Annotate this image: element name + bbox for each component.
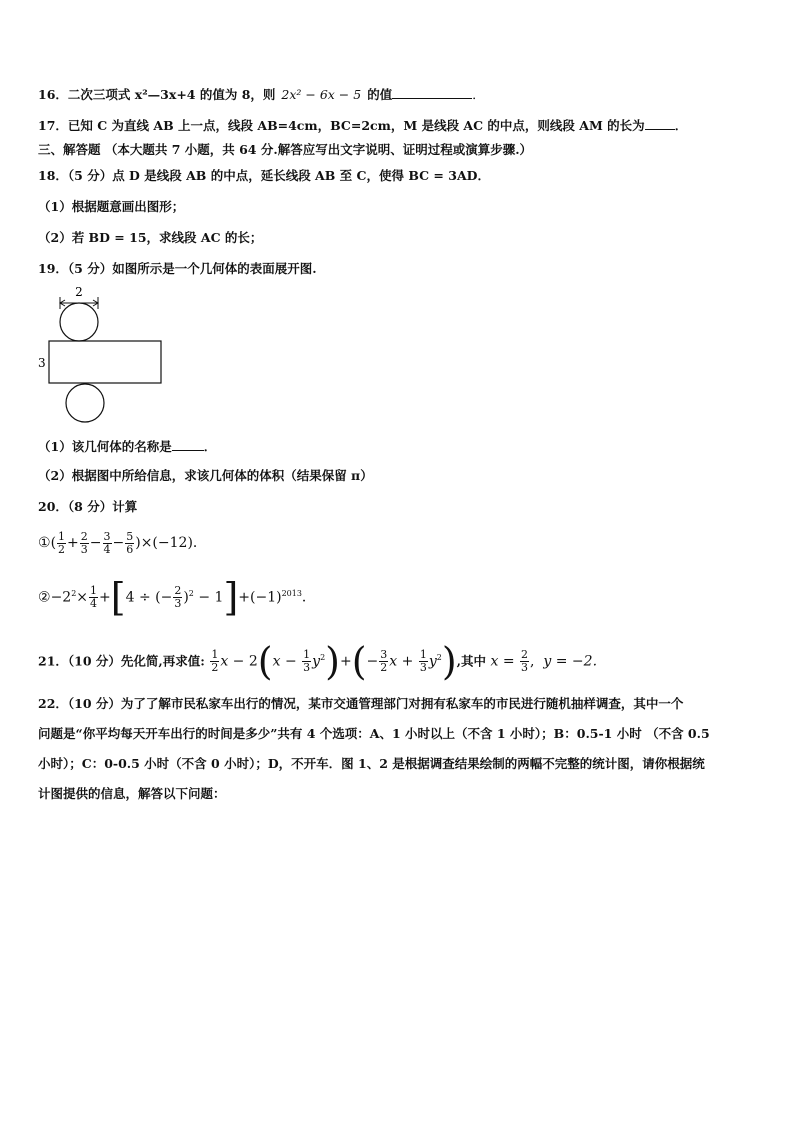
q22-line-1: 22．（10 分）为了了解市民私家车出行的情况，某市交通管理部门对拥有私家车的市民进行随机抽样调查，其中一个	[38, 696, 684, 711]
q19-part1-text: （1）该几何体的名称是	[38, 439, 172, 454]
q22-line-2: 问题是“你平均每天开车出行的时间是多少”共有 4 个选项：A、1 小时以上（不含 1 小时）；B：0.5-1 小时 （不含 0.5	[38, 726, 710, 741]
width-label: 2	[75, 285, 83, 299]
top-circle	[60, 303, 98, 341]
q16-suffix: 的值	[367, 87, 393, 102]
x-value: $\frac{2}{3}$	[521, 648, 529, 675]
lateral-rectangle	[49, 341, 161, 383]
q16-end: ．	[472, 87, 485, 102]
fraction: $\frac{2}{3}$	[174, 584, 182, 611]
q18-part1: （1）根据题意画出图形；	[38, 199, 185, 214]
section-3-heading: 三、解答题 （本大题共 7 小题，共 64 分.解答应写出文字说明、证明过程或演算步骤.）	[38, 142, 533, 157]
q22-line-3: 小时）；C：0-0.5 小时（不含 0 小时）；D，不开车．图 1、2 是根据调查结果绘制的两幅不完整的统计图，请你根据统	[38, 756, 705, 771]
fraction: $\frac{3}{4}$	[103, 529, 111, 556]
q19-part2: （2）根据图中所给信息，求该几何体的体积（结果保留 π）	[38, 468, 373, 483]
question-21: 21．（10 分）先化简,再求值: $\frac{1}{2}$ x − 2(x − $\frac{1}{3}$ $y^2)+(-$ $\frac{3}{2}$ x + $\frac{1}{3}$ $y^2$),其中 x = $\frac{2}{3}$ , y = −2.	[38, 639, 598, 684]
q20-stem: 20．（8 分）计算	[38, 499, 138, 514]
q19-part1	[38, 438, 216, 455]
q16-expression: 2x² − 6x − 5	[281, 87, 362, 102]
fraction: $\frac{2}{3}$	[80, 529, 88, 556]
q16-prefix: 16．二次三项式 x²—3x+4 的值为 8，则	[38, 87, 276, 102]
net-figure	[32, 281, 172, 431]
q21-stem: 21．（10 分）先化简,再求值:	[38, 653, 205, 669]
q19-answer-blank[interactable]	[172, 438, 204, 451]
q17-answer-blank[interactable]	[645, 117, 675, 130]
bottom-circle	[66, 384, 104, 422]
question-22	[38, 689, 758, 809]
item2-marker: ②	[38, 589, 51, 606]
item1-tail: ×(−12)．	[140, 535, 207, 551]
height-label: 3	[38, 356, 46, 370]
q18-stem: 18．（5 分）点 D 是线段 AB 的中点，延长线段 AB 至 C，使得 BC = 3AD．	[38, 168, 490, 183]
fraction: $\frac{1}{4}$	[90, 584, 98, 611]
q22-line-4: 计图提供的信息，解答以下问题：	[38, 786, 226, 801]
q20-item2: $②-2^2\times$ $\frac{1}{4}$ +[4 ÷ (− $\frac{2}{3}$ )$^2 - 1]+(-1)^{2013}$．	[38, 575, 316, 620]
q16-answer-blank[interactable]	[392, 86, 472, 99]
question-17	[38, 117, 687, 134]
q17-end: ．	[674, 118, 688, 133]
item1-marker: ①	[38, 535, 51, 551]
fraction: $\frac{1}{2}$	[58, 529, 66, 556]
q20-item1: ①( $\frac{1}{2}$ + $\frac{2}{3}$ − $\frac{3}{4}$ − $\frac{5}{6}$ )×(−12)．	[38, 529, 207, 556]
q18-part2: （2）若 BD = 15，求线段 AC 的长；	[38, 230, 263, 245]
fraction: $\frac{5}{6}$	[126, 529, 134, 556]
question-16	[38, 86, 485, 103]
q21-where: ,其中	[456, 653, 487, 669]
q19-part1-end: ．	[203, 439, 217, 454]
q19-stem: 19．（5 分）如图所示是一个几何体的表面展开图.	[38, 261, 317, 276]
y-value: y = −2.	[543, 653, 598, 670]
q17-text: 17．已知 C 为直线 AB 上一点，线段 AB=4cm，BC=2cm，M 是线段 AC 的中点，则线段 AM 的长为	[38, 118, 645, 133]
